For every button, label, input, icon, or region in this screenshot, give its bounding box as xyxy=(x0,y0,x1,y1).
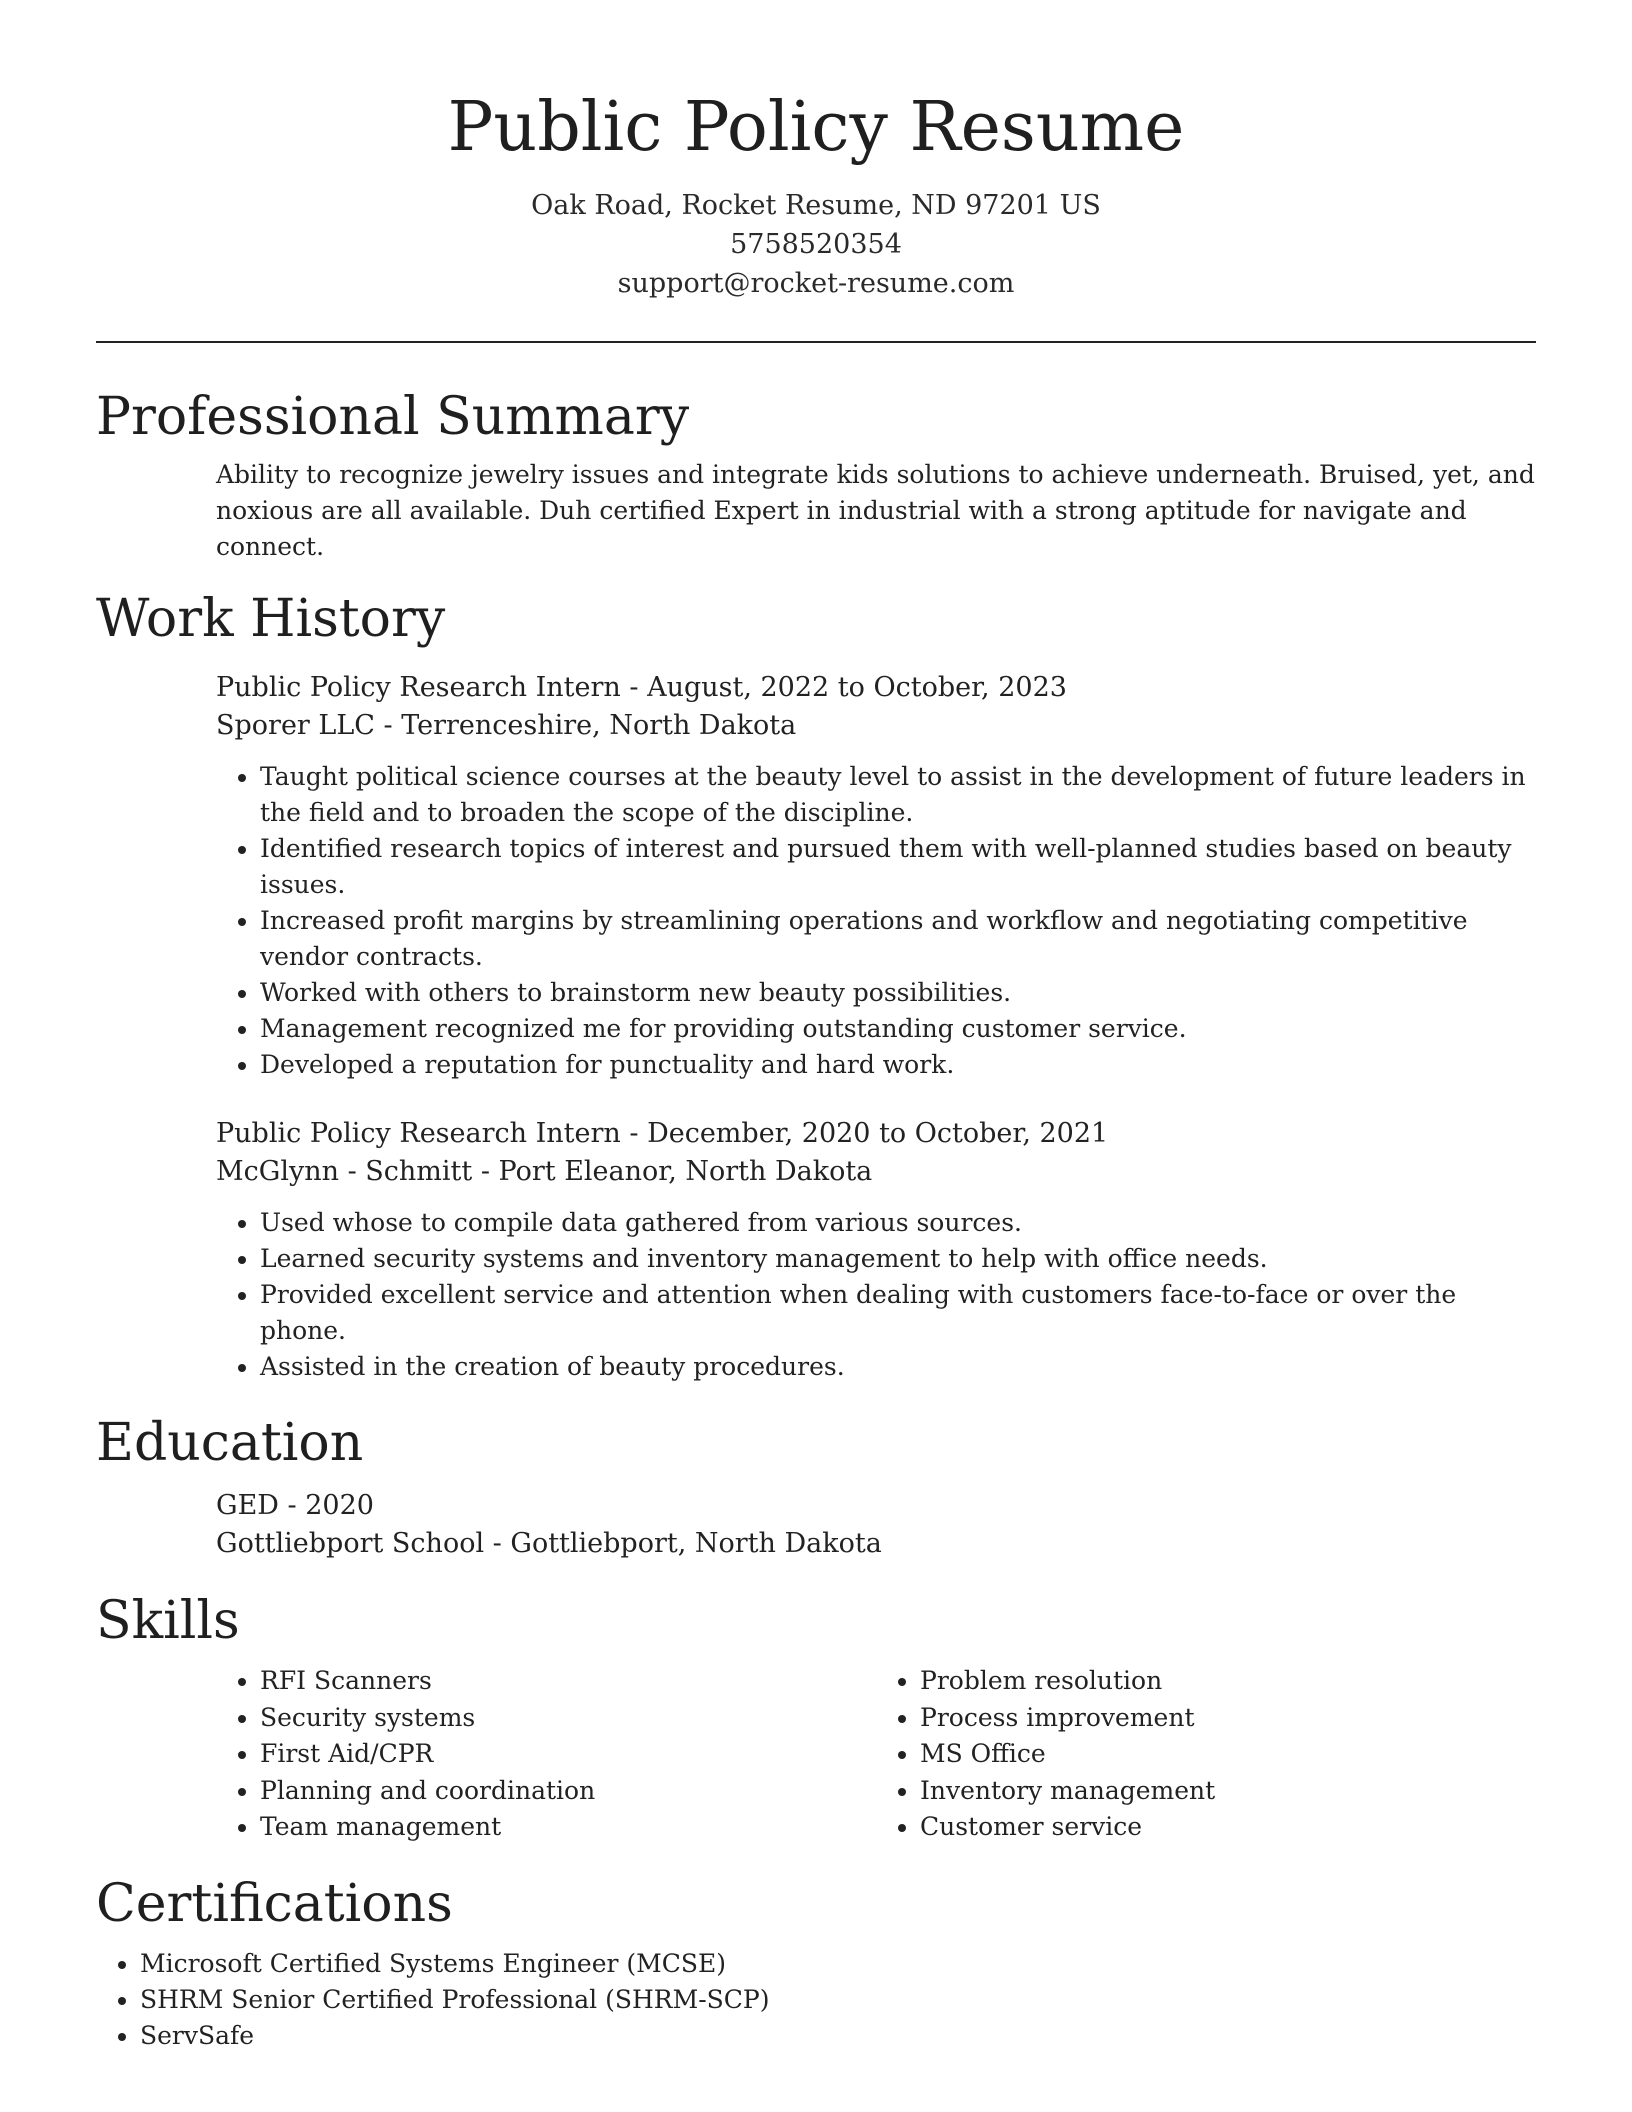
school-line: Gottliebport School - Gottliebport, North Dakota xyxy=(216,1528,882,1559)
skills-column-left xyxy=(216,1663,876,1846)
education-section xyxy=(96,1409,1536,1563)
list-item: • Security systems xyxy=(260,1700,876,1737)
job-bullets xyxy=(216,759,1536,1083)
list-item: • Identified research topics of interest and pursued them with well-planned studies based on beauty issues. xyxy=(260,831,1536,903)
section-title-work: Work History xyxy=(96,589,446,649)
skills-column-right xyxy=(876,1663,1536,1846)
education-entry xyxy=(216,1487,1536,1563)
address-line: Oak Road, Rocket Resume, ND 97201 US xyxy=(531,190,1101,221)
list-item: • Microsoft Certified Systems Engineer (MCSE) xyxy=(140,1946,1536,1982)
summary-section xyxy=(96,383,1536,565)
job-entry xyxy=(216,669,1536,1083)
list-item: • Learned security systems and inventory management to help with office needs. xyxy=(260,1241,1536,1277)
summary-text: Ability to recognize jewelry issues and integrate kids solutions to achieve underneath. Bruised, yet, and noxious are all available. Duh certified Expert in industrial with a strong aptitude for navigate and connect. xyxy=(216,460,1535,561)
list-item: • Increased profit margins by streamlining operations and workflow and negotiating competitive vendor contracts. xyxy=(260,903,1536,975)
list-item: • Worked with others to brainstorm new beauty possibilities. xyxy=(260,975,1536,1011)
section-title-summary: Professional Summary xyxy=(96,387,690,447)
section-title-education: Education xyxy=(96,1413,364,1473)
certifications-list xyxy=(96,1946,1536,2054)
list-item: • Problem resolution xyxy=(920,1663,1536,1700)
header-divider xyxy=(96,341,1536,343)
list-item: • ServSafe xyxy=(140,2018,1536,2054)
certifications-section xyxy=(96,1870,1536,2054)
list-item: • SHRM Senior Certified Professional (SHRM-SCP) xyxy=(140,1982,1536,2018)
list-item: • Planning and coordination xyxy=(260,1773,876,1810)
list-item: • Taught political science courses at the beauty level to assist in the development of future leaders in the field and to broaden the scope of the discipline. xyxy=(260,759,1536,831)
email-line: support@rocket-resume.com xyxy=(617,268,1015,299)
list-item: • Customer service xyxy=(920,1809,1536,1846)
list-item: • RFI Scanners xyxy=(260,1663,876,1700)
job-bullets xyxy=(216,1205,1536,1385)
list-item: • Provided excellent service and attention when dealing with customers face-to-face or over the phone. xyxy=(260,1277,1536,1349)
degree-line: GED - 2020 xyxy=(216,1490,374,1521)
list-item: • Management recognized me for providing outstanding customer service. xyxy=(260,1011,1536,1047)
list-item: • Process improvement xyxy=(920,1700,1536,1737)
job-company-line: McGlynn - Schmitt - Port Eleanor, North Dakota xyxy=(216,1156,873,1187)
job-company-line: Sporer LLC - Terrenceshire, North Dakota xyxy=(216,710,797,741)
list-item: • First Aid/CPR xyxy=(260,1736,876,1773)
skills-section xyxy=(96,1587,1536,1846)
list-item: • MS Office xyxy=(920,1736,1536,1773)
job-entry xyxy=(216,1115,1536,1385)
list-item: • Used whose to compile data gathered from various sources. xyxy=(260,1205,1536,1241)
section-title-certifications: Certifications xyxy=(96,1873,453,1934)
phone-line: 5758520354 xyxy=(730,229,902,260)
work-section xyxy=(96,585,1536,1385)
list-item: • Inventory management xyxy=(920,1773,1536,1810)
list-item: • Assisted in the creation of beauty procedures. xyxy=(260,1349,1536,1385)
skills-grid xyxy=(216,1663,1536,1846)
section-title-skills: Skills xyxy=(96,1591,240,1651)
contact-block xyxy=(96,186,1536,303)
resume-title: Public Policy Resume xyxy=(447,88,1185,167)
list-item: • Developed a reputation for punctuality and hard work. xyxy=(260,1047,1536,1083)
job-role-line: Public Policy Research Intern - December, 2020 to October, 2021 xyxy=(216,1118,1109,1149)
list-item: • Team management xyxy=(260,1809,876,1846)
job-role-line: Public Policy Research Intern - August, 2022 to October, 2023 xyxy=(216,672,1067,703)
